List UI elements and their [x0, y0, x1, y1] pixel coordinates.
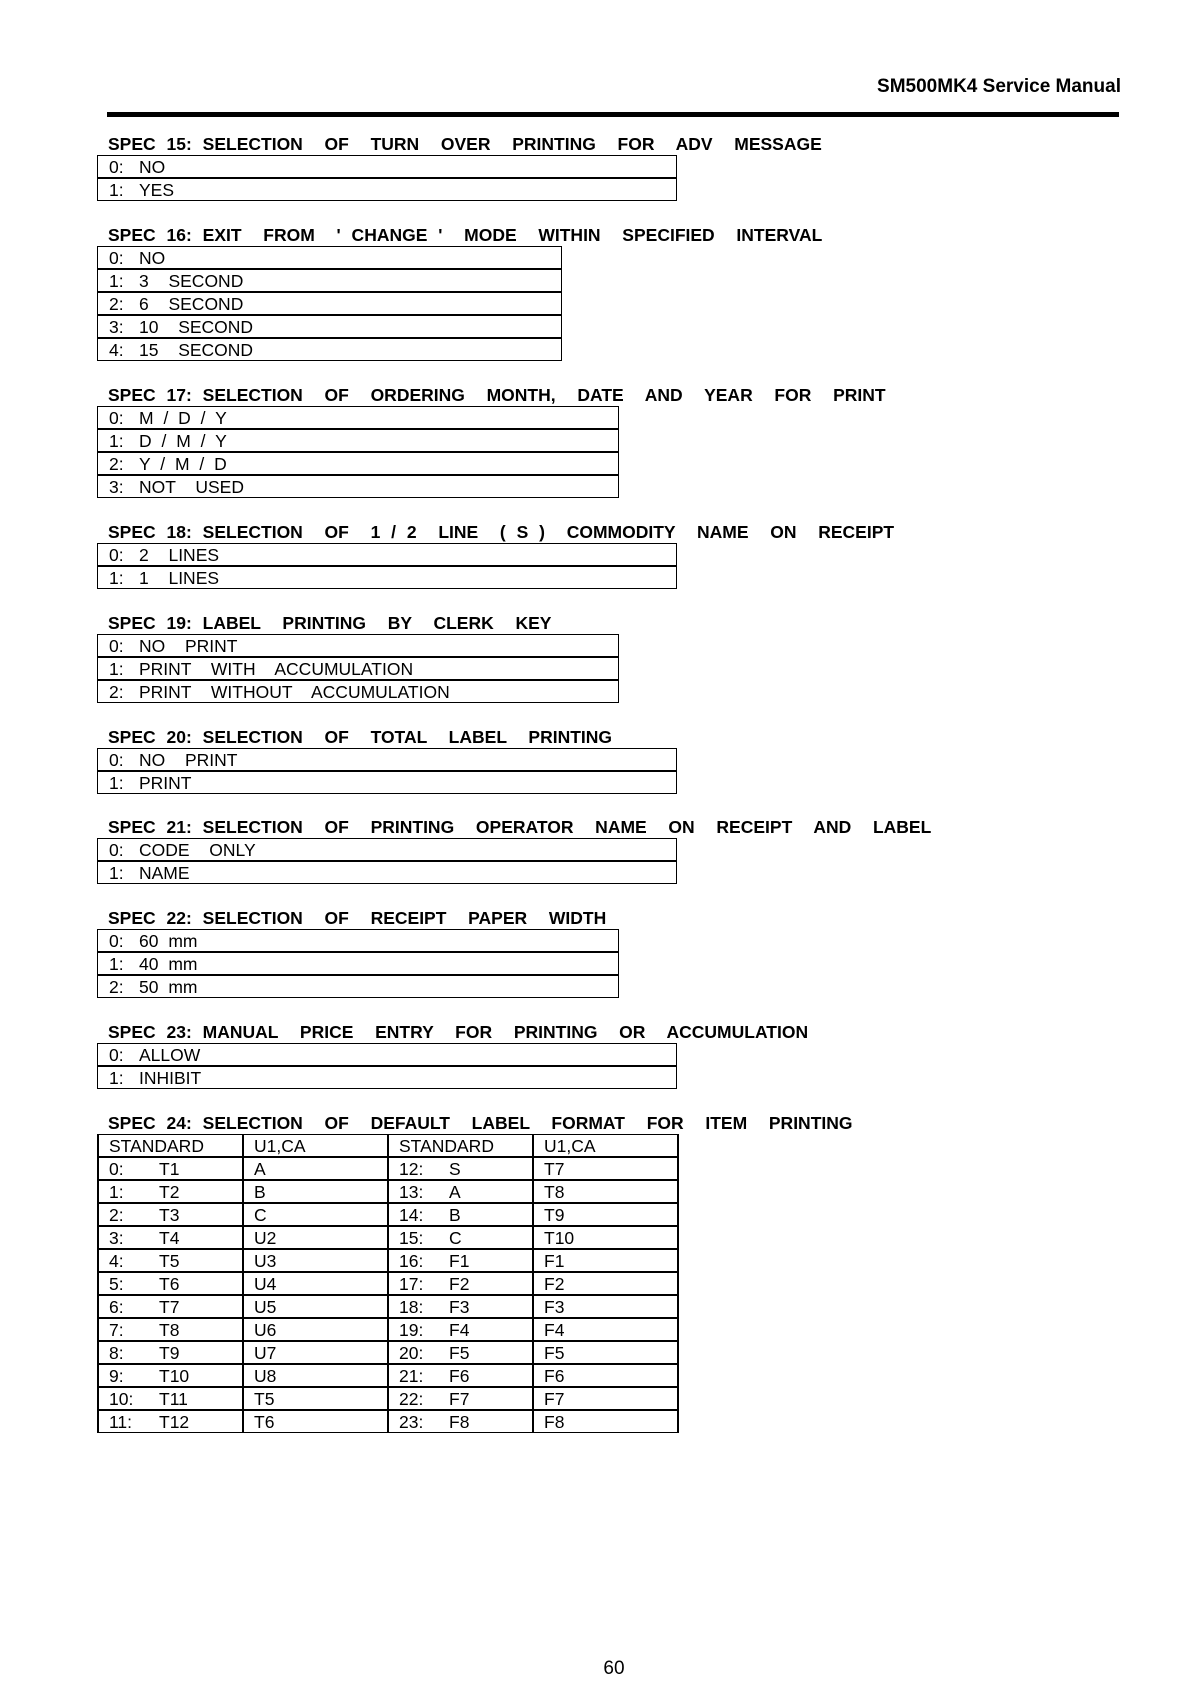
table-cell [243, 1157, 388, 1180]
option-code: 0: [109, 839, 124, 860]
row-code: 3: [109, 1227, 124, 1248]
option-label: INHIBIT [139, 1067, 202, 1088]
table-cell [98, 1387, 243, 1410]
option-row [98, 407, 619, 430]
spec-15 [97, 133, 822, 201]
document-header-title: SM500MK4 Service Manual [877, 76, 1121, 97]
spec-title: SPEC 18: SELECTION OF 1 / 2 LINE ( S ) COMMODITY NAME ON RECEIPT [108, 522, 895, 542]
standard-format: C [449, 1227, 462, 1248]
spec-21 [97, 816, 931, 884]
standard-format: T1 [159, 1158, 180, 1179]
options-table [97, 543, 677, 589]
table-cell [388, 1272, 533, 1295]
standard-format: F4 [449, 1319, 470, 1340]
row-code: 8: [109, 1342, 124, 1363]
u1ca-format: U2 [254, 1227, 277, 1248]
option-row [98, 749, 677, 772]
option-label: 2 LINES [139, 544, 220, 565]
standard-format: T7 [159, 1296, 180, 1317]
table-cell [388, 1226, 533, 1249]
row-code: 1: [109, 1181, 124, 1202]
u1ca-format: F6 [544, 1365, 565, 1386]
spec-title: SPEC 17: SELECTION OF ORDERING MONTH, DATE AND YEAR FOR PRINT [108, 385, 886, 405]
standard-format: T11 [159, 1388, 188, 1409]
option-label: PRINT WITH ACCUMULATION [139, 658, 414, 679]
options-table [97, 1043, 677, 1089]
standard-format: T9 [159, 1342, 180, 1363]
row-code: 5: [109, 1273, 124, 1294]
option-code: 0: [109, 635, 124, 656]
row-code: 11: [109, 1411, 133, 1432]
table-cell [388, 1180, 533, 1203]
table-cell [388, 1157, 533, 1180]
row-code: 14: [399, 1204, 424, 1225]
row-code: 2: [109, 1204, 124, 1225]
option-label: PRINT [139, 772, 192, 793]
option-label: YES [139, 179, 175, 200]
u1ca-format: T7 [544, 1158, 565, 1179]
standard-format: T6 [159, 1273, 180, 1294]
option-row [98, 975, 619, 998]
option-row [98, 930, 619, 953]
table-cell [533, 1318, 678, 1341]
standard-format: S [449, 1158, 461, 1179]
option-cell [98, 566, 677, 589]
option-code: 1: [109, 430, 124, 451]
option-cell [98, 1066, 677, 1089]
standard-format: T5 [159, 1250, 180, 1271]
spec-19 [97, 612, 619, 703]
table-cell [533, 1249, 678, 1272]
option-row [98, 429, 619, 452]
table-cell [243, 1272, 388, 1295]
table-row [98, 1272, 678, 1295]
option-label: 40 mm [139, 953, 198, 974]
row-code: 20: [399, 1342, 424, 1363]
table-cell [243, 1226, 388, 1249]
option-row [98, 1044, 677, 1067]
option-code: 1: [109, 772, 124, 793]
row-code: 15: [399, 1227, 424, 1248]
option-label: CODE ONLY [139, 839, 256, 860]
spec-title: SPEC 20: SELECTION OF TOTAL LABEL PRINTING [108, 727, 613, 747]
standard-format: T8 [159, 1319, 180, 1340]
option-cell [98, 407, 619, 430]
option-row [98, 269, 562, 292]
option-cell [98, 315, 562, 338]
table-cell [388, 1341, 533, 1364]
table-cell [533, 1295, 678, 1318]
u1ca-format: F5 [544, 1342, 565, 1363]
u1ca-format: U4 [254, 1273, 277, 1294]
standard-format: A [449, 1181, 461, 1202]
option-label: D / M / Y [139, 430, 227, 451]
table-cell [98, 1180, 243, 1203]
spec-16 [97, 224, 822, 361]
option-cell [98, 156, 677, 179]
row-code: 6: [109, 1296, 124, 1317]
option-row [98, 1066, 677, 1089]
u1ca-format: A [254, 1158, 266, 1179]
table-row [98, 1387, 678, 1410]
option-cell [98, 657, 619, 680]
u1ca-format: U6 [254, 1319, 277, 1340]
page-number: 60 [603, 1658, 625, 1679]
table-row [98, 1249, 678, 1272]
option-cell [98, 544, 677, 567]
column-header: STANDARD [98, 1135, 243, 1158]
option-label: PRINT WITHOUT ACCUMULATION [139, 681, 450, 702]
option-label: NOT USED [139, 476, 244, 497]
row-code: 7: [109, 1319, 124, 1340]
option-code: 1: [109, 862, 124, 883]
option-code: 0: [109, 930, 124, 951]
u1ca-format: C [254, 1204, 267, 1225]
table-cell [533, 1226, 678, 1249]
table-cell [388, 1387, 533, 1410]
option-cell [98, 680, 619, 703]
row-code: 4: [109, 1250, 124, 1271]
row-code: 22: [399, 1388, 424, 1409]
option-cell [98, 1044, 677, 1067]
option-cell [98, 269, 562, 292]
row-code: 9: [109, 1365, 124, 1386]
option-row [98, 475, 619, 498]
table-row [98, 1295, 678, 1318]
spec-title: SPEC 24: SELECTION OF DEFAULT LABEL FORMAT FOR ITEM PRINTING [108, 1113, 853, 1133]
option-row [98, 338, 562, 361]
table-row [98, 1341, 678, 1364]
table-row [98, 1318, 678, 1341]
table-cell [98, 1410, 243, 1433]
option-row [98, 156, 677, 179]
column-header: U1,CA [243, 1135, 388, 1158]
option-row [98, 771, 677, 794]
u1ca-format: F8 [544, 1411, 565, 1432]
spec-18 [97, 521, 894, 589]
table-cell [388, 1364, 533, 1387]
standard-format: F3 [449, 1296, 470, 1317]
table-cell [243, 1318, 388, 1341]
u1ca-format: T6 [254, 1411, 275, 1432]
table-cell [243, 1364, 388, 1387]
u1ca-format: T5 [254, 1388, 275, 1409]
u1ca-format: U7 [254, 1342, 277, 1363]
option-row [98, 315, 562, 338]
standard-format: T3 [159, 1204, 180, 1225]
table-cell [98, 1157, 243, 1180]
column-header: STANDARD [388, 1135, 533, 1158]
option-label: ALLOW [139, 1044, 201, 1065]
spec-22 [97, 907, 619, 998]
option-cell [98, 247, 562, 270]
option-row [98, 952, 619, 975]
option-label: 1 LINES [139, 567, 220, 588]
standard-format: T4 [159, 1227, 180, 1248]
option-code: 2: [109, 976, 124, 997]
table-cell [388, 1295, 533, 1318]
table-row [98, 1410, 678, 1433]
u1ca-format: U5 [254, 1296, 277, 1317]
standard-format: T12 [159, 1411, 190, 1432]
option-label: 15 SECOND [139, 339, 254, 360]
option-code: 1: [109, 567, 124, 588]
option-label: 60 mm [139, 930, 198, 951]
spec-20 [97, 726, 677, 794]
table-cell [243, 1249, 388, 1272]
standard-format: B [449, 1204, 461, 1225]
spec-title: SPEC 19: LABEL PRINTING BY CLERK KEY [108, 613, 552, 633]
row-code: 18: [399, 1296, 424, 1317]
spec-title: SPEC 15: SELECTION OF TURN OVER PRINTING FOR ADV MESSAGE [108, 134, 822, 154]
table-row [98, 1157, 678, 1180]
standard-format: F1 [449, 1250, 470, 1271]
option-code: 2: [109, 293, 124, 314]
option-cell [98, 861, 677, 884]
options-table [97, 748, 677, 794]
option-code: 0: [109, 247, 124, 268]
u1ca-format: T10 [544, 1227, 575, 1248]
option-row [98, 452, 619, 475]
table-cell [243, 1341, 388, 1364]
table-cell [533, 1341, 678, 1364]
option-code: 0: [109, 749, 124, 770]
option-code: 4: [109, 339, 124, 360]
option-cell [98, 292, 562, 315]
options-table [97, 406, 619, 498]
option-code: 2: [109, 681, 124, 702]
option-code: 0: [109, 544, 124, 565]
standard-format: F2 [449, 1273, 470, 1294]
table-cell [98, 1249, 243, 1272]
table-cell [98, 1318, 243, 1341]
option-code: 2: [109, 453, 124, 474]
option-code: 3: [109, 476, 124, 497]
u1ca-format: B [254, 1181, 266, 1202]
standard-format: F8 [449, 1411, 470, 1432]
table-cell [243, 1410, 388, 1433]
u1ca-format: F7 [544, 1388, 565, 1409]
label-format-table [97, 1134, 679, 1433]
table-cell [243, 1295, 388, 1318]
option-label: 3 SECOND [139, 270, 244, 291]
option-cell [98, 429, 619, 452]
option-code: 1: [109, 1067, 124, 1088]
table-row [98, 1180, 678, 1203]
option-row [98, 839, 677, 862]
spec-24 [97, 1112, 853, 1433]
option-label: Y / M / D [139, 453, 227, 474]
standard-format: F6 [449, 1365, 470, 1386]
table-cell [98, 1203, 243, 1226]
option-code: 1: [109, 658, 124, 679]
option-row [98, 247, 562, 270]
u1ca-format: F2 [544, 1273, 565, 1294]
table-cell [388, 1410, 533, 1433]
option-cell [98, 930, 619, 953]
option-row [98, 861, 677, 884]
u1ca-format: T9 [544, 1204, 565, 1225]
table-cell [533, 1364, 678, 1387]
row-code: 16: [399, 1250, 424, 1271]
table-cell [243, 1387, 388, 1410]
table-cell [388, 1318, 533, 1341]
option-row [98, 680, 619, 703]
option-code: 1: [109, 270, 124, 291]
table-cell [388, 1203, 533, 1226]
standard-format: T10 [159, 1365, 190, 1386]
option-cell [98, 771, 677, 794]
u1ca-format: F4 [544, 1319, 565, 1340]
row-code: 19: [399, 1319, 424, 1340]
standard-format: F5 [449, 1342, 470, 1363]
option-code: 0: [109, 1044, 124, 1065]
table-row [98, 1364, 678, 1387]
option-code: 0: [109, 407, 124, 428]
row-code: 13: [399, 1181, 424, 1202]
option-cell [98, 975, 619, 998]
row-code: 17: [399, 1273, 424, 1294]
u1ca-format: U3 [254, 1250, 277, 1271]
row-code: 10: [109, 1388, 134, 1409]
option-cell [98, 635, 619, 658]
spec-title: SPEC 16: EXIT FROM ' CHANGE ' MODE WITHIN SPECIFIED INTERVAL [108, 225, 823, 245]
table-cell [533, 1387, 678, 1410]
option-label: NAME [139, 862, 190, 883]
option-label: M / D / Y [139, 407, 227, 428]
option-code: 0: [109, 156, 124, 177]
column-header: U1,CA [533, 1135, 678, 1158]
option-code: 1: [109, 953, 124, 974]
option-label: 6 SECOND [139, 293, 244, 314]
option-cell [98, 452, 619, 475]
standard-format: F7 [449, 1388, 470, 1409]
option-cell [98, 475, 619, 498]
option-cell [98, 338, 562, 361]
row-code: 0: [109, 1158, 124, 1179]
table-row [98, 1203, 678, 1226]
row-code: 12: [399, 1158, 424, 1179]
table-cell [98, 1295, 243, 1318]
option-row [98, 544, 677, 567]
option-label: NO PRINT [139, 749, 238, 770]
options-table [97, 634, 619, 703]
option-row [98, 635, 619, 658]
table-cell [98, 1272, 243, 1295]
option-label: NO PRINT [139, 635, 238, 656]
u1ca-format: F3 [544, 1296, 565, 1317]
option-code: 1: [109, 179, 124, 200]
options-table [97, 929, 619, 998]
option-cell [98, 749, 677, 772]
option-row [98, 178, 677, 201]
option-code: 3: [109, 316, 124, 337]
table-cell [533, 1272, 678, 1295]
table-cell [98, 1364, 243, 1387]
u1ca-format: F1 [544, 1250, 565, 1271]
option-label: NO [139, 247, 166, 268]
spec-title: SPEC 23: MANUAL PRICE ENTRY FOR PRINTING OR ACCUMULATION [108, 1022, 809, 1042]
u1ca-format: U8 [254, 1365, 277, 1386]
option-cell [98, 952, 619, 975]
option-row [98, 566, 677, 589]
u1ca-format: T8 [544, 1181, 565, 1202]
options-table [97, 155, 677, 201]
table-cell [533, 1157, 678, 1180]
table-cell [533, 1180, 678, 1203]
option-row [98, 292, 562, 315]
option-label: 50 mm [139, 976, 198, 997]
table-cell [98, 1226, 243, 1249]
spec-title: SPEC 22: SELECTION OF RECEIPT PAPER WIDTH [108, 908, 607, 928]
option-label: 10 SECOND [139, 316, 254, 337]
table-cell [98, 1341, 243, 1364]
option-cell [98, 178, 677, 201]
table-cell [388, 1249, 533, 1272]
standard-format: T2 [159, 1181, 180, 1202]
table-cell [243, 1203, 388, 1226]
header-rule [107, 112, 1119, 117]
row-code: 23: [399, 1411, 424, 1432]
table-cell [243, 1180, 388, 1203]
table-row [98, 1226, 678, 1249]
table-cell [533, 1410, 678, 1433]
options-table [97, 246, 562, 361]
spec-title: SPEC 21: SELECTION OF PRINTING OPERATOR NAME ON RECEIPT AND LABEL [108, 817, 932, 837]
spec-23 [97, 1021, 808, 1089]
option-label: NO [139, 156, 166, 177]
spec-17 [97, 384, 886, 498]
option-row [98, 657, 619, 680]
options-table [97, 838, 677, 884]
table-cell [533, 1203, 678, 1226]
table-header-row [98, 1135, 678, 1158]
row-code: 21: [399, 1365, 424, 1386]
option-cell [98, 839, 677, 862]
